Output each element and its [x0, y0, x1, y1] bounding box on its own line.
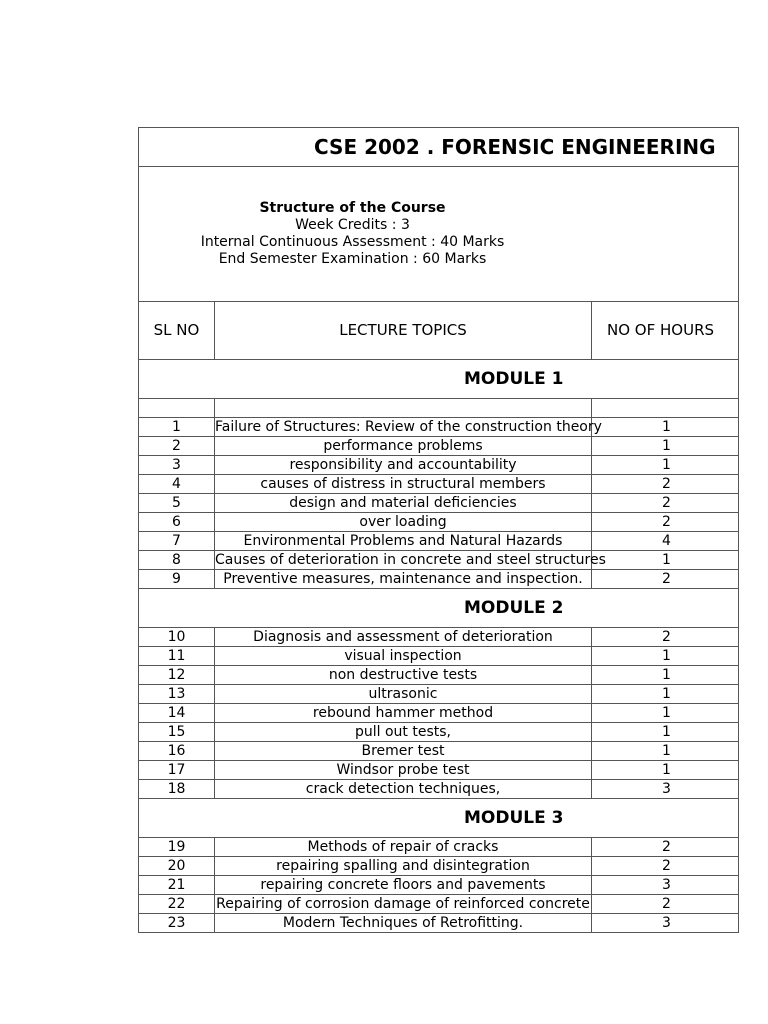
hours-cell: 2: [592, 895, 739, 914]
hours-cell: 1: [592, 761, 739, 780]
topic-text: responsibility and accountability: [289, 456, 517, 473]
topic-text: pull out tests,: [355, 723, 451, 740]
sl-no-cell: 16: [139, 742, 215, 761]
table-row: [139, 456, 739, 475]
topic-text: Preventive measures, maintenance and inspection.: [223, 570, 583, 587]
page-title: CSE 2002 . FORENSIC ENGINEERING: [139, 128, 739, 167]
topic-cell: [215, 685, 592, 704]
hours-cell: 2: [592, 513, 739, 532]
blank-cell: [139, 399, 215, 418]
hours-cell: 3: [592, 876, 739, 895]
header-lecture-topics: LECTURE TOPICS: [215, 302, 592, 360]
topic-cell: [215, 647, 592, 666]
topic-cell: [215, 666, 592, 685]
sl-no-cell: 5: [139, 494, 215, 513]
table-row: [139, 551, 739, 570]
topic-text: Repairing of corrosion damage of reinforced concrete: [216, 895, 590, 912]
topic-text: crack detection techniques,: [305, 780, 501, 797]
table-header: [139, 302, 739, 360]
sl-no-cell: 1: [139, 418, 215, 437]
table-row: [139, 838, 739, 857]
blank-cell: [592, 399, 739, 418]
hours-cell: 3: [592, 780, 739, 799]
table-row: [139, 761, 739, 780]
hours-cell: 1: [592, 723, 739, 742]
topic-cell: [215, 456, 592, 475]
topic-cell: [215, 551, 606, 570]
sl-no-cell: 18: [139, 780, 215, 799]
structure-line: Week Credits : 3: [295, 217, 410, 233]
sl-no-cell: 15: [139, 723, 215, 742]
table-row: [139, 532, 739, 551]
topic-cell: [215, 704, 592, 723]
table-row: [139, 895, 739, 914]
topic-text: Modern Techniques of Retrofitting.: [282, 914, 524, 931]
topic-cell: [215, 895, 592, 914]
table-row: [139, 704, 739, 723]
hours-cell: 2: [592, 570, 739, 589]
topic-text: Failure of Structures: Review of the construction theory: [215, 418, 602, 435]
sl-no-cell: 19: [139, 838, 215, 857]
topic-cell: [215, 761, 592, 780]
sl-no-cell: 20: [139, 857, 215, 876]
hours-cell: 1: [592, 666, 739, 685]
sl-no-cell: 12: [139, 666, 215, 685]
topic-cell: [215, 437, 592, 456]
topic-cell: [215, 628, 592, 647]
table-row: [139, 742, 739, 761]
sl-no-cell: 10: [139, 628, 215, 647]
hours-cell: 1: [592, 704, 739, 723]
hours-cell: 1: [592, 551, 739, 570]
blank-cell: [215, 399, 592, 418]
sl-no-cell: 4: [139, 475, 215, 494]
topic-text: Causes of deterioration in concrete and steel structures: [215, 551, 606, 568]
hours-cell: 1: [592, 418, 739, 437]
topic-cell: [215, 570, 592, 589]
hours-cell: 3: [592, 914, 739, 933]
course-table: [138, 127, 739, 933]
topic-text: Methods of repair of cracks: [307, 838, 499, 855]
hours-cell: 1: [592, 647, 739, 666]
topic-text: over loading: [359, 513, 447, 530]
structure-heading: Structure of the Course: [259, 200, 446, 216]
topic-cell: [215, 857, 592, 876]
sl-no-cell: 14: [139, 704, 215, 723]
hours-cell: 2: [592, 857, 739, 876]
course-sheet: [138, 127, 716, 943]
table-row: [139, 418, 739, 437]
module-row: [139, 360, 739, 399]
topic-text: design and material deficiencies: [289, 494, 517, 511]
topic-text: repairing spalling and disintegration: [276, 857, 530, 874]
hours-cell: 2: [592, 494, 739, 513]
module-row: [139, 589, 739, 628]
hours-cell: 1: [592, 685, 739, 704]
table-row: [139, 475, 739, 494]
sl-no-cell: 6: [139, 513, 215, 532]
topic-text: rebound hammer method: [312, 704, 494, 721]
module-heading: MODULE 1: [139, 360, 739, 399]
topic-text: performance problems: [323, 437, 483, 454]
table-row: [139, 723, 739, 742]
hours-cell: 1: [592, 456, 739, 475]
topic-text: causes of distress in structural members: [260, 475, 546, 492]
sl-no-cell: 17: [139, 761, 215, 780]
table-row: [139, 513, 739, 532]
table-row: [139, 570, 739, 589]
hours-cell: 2: [592, 628, 739, 647]
hours-cell: 1: [592, 742, 739, 761]
sl-no-cell: 11: [139, 647, 215, 666]
hours-cell: 1: [592, 437, 739, 456]
module-row: [139, 799, 739, 838]
table-row: [139, 780, 739, 799]
module-heading: MODULE 2: [139, 589, 739, 628]
sl-no-cell: 7: [139, 532, 215, 551]
hours-cell: 2: [592, 838, 739, 857]
table-row: [139, 628, 739, 647]
topic-text: Windsor probe test: [336, 761, 470, 778]
sl-no-cell: 21: [139, 876, 215, 895]
topic-cell: [215, 723, 592, 742]
structure-line: Internal Continuous Assessment : 40 Marks: [200, 234, 505, 250]
header-hours: NO OF HOURS: [592, 302, 739, 360]
topic-cell: [215, 780, 592, 799]
table-row: [139, 647, 739, 666]
topic-cell: [215, 742, 592, 761]
topic-cell: [215, 838, 592, 857]
topic-cell: [215, 876, 592, 895]
table-row: [139, 494, 739, 513]
topic-cell: [215, 914, 592, 933]
topic-text: ultrasonic: [368, 685, 438, 702]
sl-no-cell: 2: [139, 437, 215, 456]
topic-text: Diagnosis and assessment of deterioration: [253, 628, 553, 645]
sl-no-cell: 13: [139, 685, 215, 704]
topic-text: non destructive tests: [328, 666, 478, 683]
sl-no-cell: 9: [139, 570, 215, 589]
topic-text: Environmental Problems and Natural Hazards: [243, 532, 563, 549]
topic-cell: [215, 532, 592, 551]
topic-cell: [215, 513, 592, 532]
table-row: [139, 857, 739, 876]
sl-no-cell: 8: [139, 551, 215, 570]
topic-text: visual inspection: [344, 647, 462, 664]
blank-row: [139, 399, 739, 418]
hours-cell: 4: [592, 532, 739, 551]
table-row: [139, 914, 739, 933]
topic-cell: [215, 475, 592, 494]
table-row: [139, 666, 739, 685]
sl-no-cell: 22: [139, 895, 215, 914]
course-structure: [139, 167, 739, 302]
topic-text: Bremer test: [361, 742, 445, 759]
sl-no-cell: 23: [139, 914, 215, 933]
table-row: [139, 685, 739, 704]
topic-cell: [215, 494, 592, 513]
topic-cell: [215, 418, 602, 437]
structure-line: End Semester Examination : 60 Marks: [218, 251, 487, 267]
hours-cell: 2: [592, 475, 739, 494]
module-heading: MODULE 3: [139, 799, 739, 838]
table-row: [139, 876, 739, 895]
topic-text: repairing concrete floors and pavements: [260, 876, 546, 893]
sl-no-cell: 3: [139, 456, 215, 475]
header-sl-no: SL NO: [139, 302, 215, 360]
table-row: [139, 437, 739, 456]
